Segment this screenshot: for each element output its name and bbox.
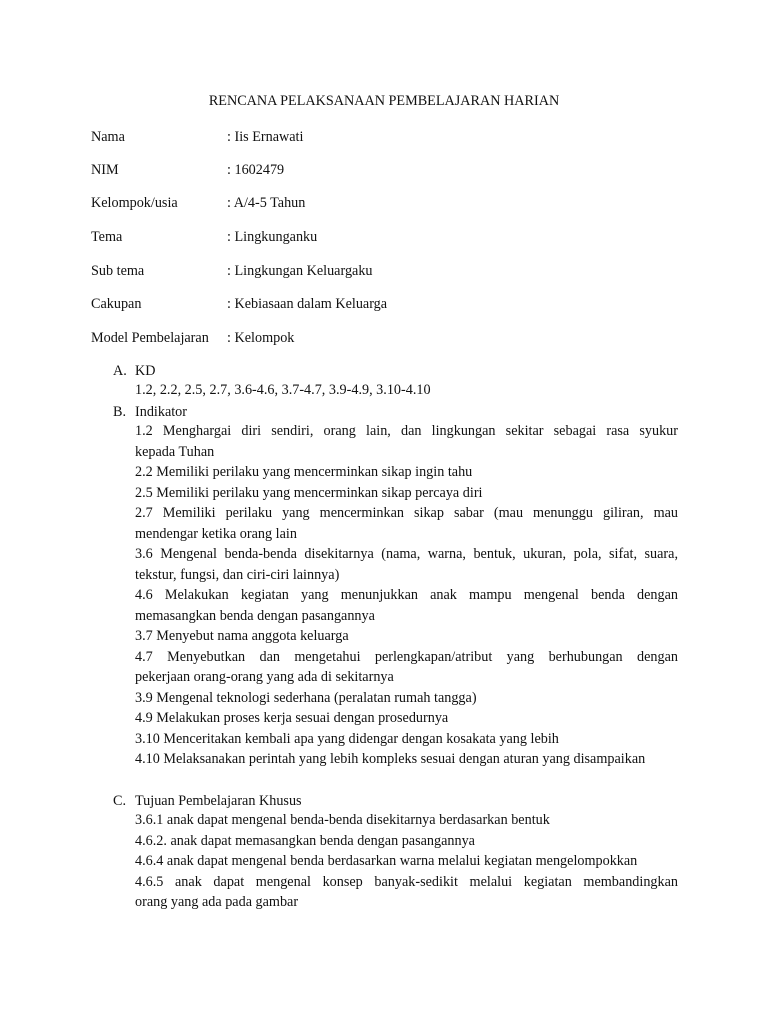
tujuan-line: 4.6.4 anak dapat mengenal benda berdasarkan warna melalui kegiatan mengelompokkan [135,853,638,869]
value-nama: : Iis Ernawati [227,129,304,145]
section-c-letter: C. [113,793,127,809]
label-sub-tema: Sub tema [91,263,145,279]
indikator-line: pekerjaan orang-orang yang ada di sekitarnya [135,669,394,685]
kd-list: 1.2, 2.2, 2.5, 2.7, 3.6-4.6, 3.7-4.7, 3.9-4.9, 3.10-4.10 [135,382,431,398]
indikator-line: 1.2 Menghargai diri sendiri, orang lain, dan lingkungan sekitar sebagai rasa syukur [135,423,678,439]
value-nim: : 1602479 [227,162,285,178]
label-kelompok-usia: Kelompok/usia [91,195,178,211]
indikator-line: 4.7 Menyebutkan dan mengetahui perlengkapan/atribut yang berhubungan dengan [135,648,678,665]
indikator-line: 2.7 Memiliki perilaku yang mencerminkan sikap sabar (mau menunggu giliran, mau [135,505,678,521]
indikator-line: 3.7 Menyebut nama anggota keluarga [135,628,349,644]
indikator-line: kepada Tuhan [135,443,215,460]
tujuan-line: 4.6.2. anak dapat memasangkan benda dengan pasangannya [135,832,475,849]
tujuan-line: 3.6.1 anak dapat mengenal benda-benda disekitarnya berdasarkan bentuk [135,812,550,828]
label-model-pembelajaran: Model Pembelajaran [91,330,209,346]
indikator-line: 4.10 Melaksanakan perintah yang lebih kompleks sesuai dengan aturan yang disampaikan [135,751,646,767]
document-title: RENCANA PELAKSANAAN PEMBELAJARAN HARIAN [208,93,560,109]
value-sub-tema: : Lingkungan Keluargaku [227,263,373,279]
value-model-pembelajaran: : Kelompok [227,330,295,346]
tujuan-line: 4.6.5 anak dapat mengenal konsep banyak-sedikit melalui kegiatan membandingkan [135,873,678,890]
indikator-line: 2.5 Memiliki perilaku yang mencerminkan sikap percaya diri [135,484,483,501]
indikator-line: mendengar ketika orang lain [135,525,297,542]
value-tema: : Lingkunganku [227,229,318,245]
indikator-line: tekstur, fungsi, dan ciri-ciri lainnya) [135,566,340,583]
indikator-line: 2.2 Memiliki perilaku yang mencerminkan sikap ingin tahu [135,464,473,480]
section-b-heading: Indikator [135,404,188,420]
indikator-line: 3.10 Menceritakan kembali apa yang didengar dengan kosakata yang lebih [135,730,559,747]
indikator-line: 4.9 Melakukan proses kerja sesuai dengan prosedurnya [135,710,449,726]
indikator-line: 3.6 Mengenal benda-benda disekitarnya (nama, warna, bentuk, ukuran, pola, sifat, suara, [135,546,678,562]
section-a-heading: KD [135,363,156,379]
section-b-body [135,421,678,770]
label-cakupan: Cakupan [91,296,142,312]
section-c-body [135,810,678,913]
indikator-line: 3.9 Mengenal teknologi sederhana (peralatan rumah tangga) [135,689,477,706]
label-nim: NIM [91,162,119,178]
indikator-line: 4.6 Melakukan kegiatan yang menunjukkan anak mampu mengenal benda dengan [135,587,678,603]
tujuan-line: orang yang ada pada gambar [135,894,299,910]
section-b-letter: B. [113,404,127,420]
value-cakupan: : Kebiasaan dalam Keluarga [227,296,388,312]
section-a-body [135,380,678,401]
section-c-heading: Tujuan Pembelajaran Khusus [135,793,302,809]
label-tema: Tema [91,229,123,245]
label-nama: Nama [91,129,125,145]
indikator-line: memasangkan benda dengan pasangannya [135,607,375,624]
value-kelompok-usia: : A/4-5 Tahun [227,195,306,211]
section-a-letter: A. [113,363,127,379]
